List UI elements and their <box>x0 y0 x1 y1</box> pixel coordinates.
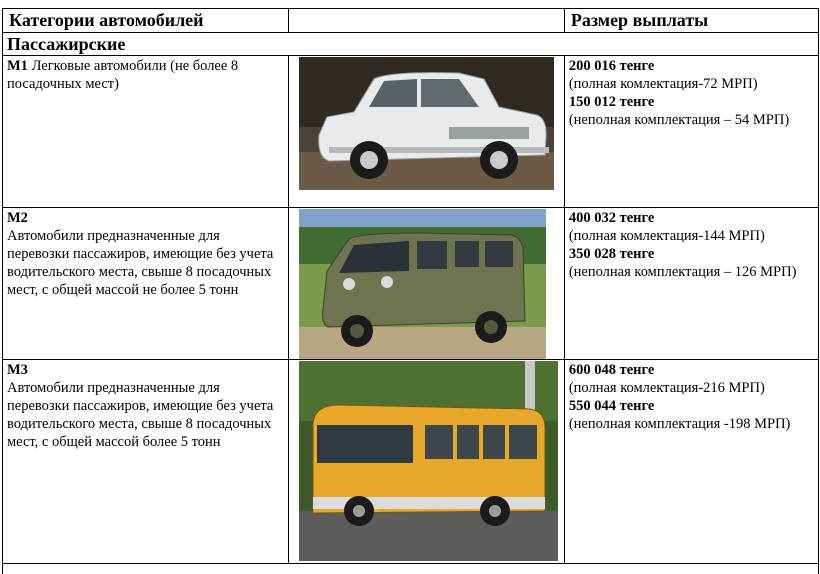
category-code: M3 <box>7 362 28 378</box>
yellow-bus-photo <box>299 361 558 561</box>
partial-note: (неполная комплектация – 126 МРП) <box>569 263 814 281</box>
partial-amount: 550 044 тенге <box>569 397 814 415</box>
payment-cell <box>564 360 818 564</box>
category-description: Легковые автомобили (не более 8 посадочных мест) <box>7 58 238 92</box>
category-description: Автомобили предназначенные для перевозки пассажиров, имеющие без учета водительского места, свыше 8 посадочных мест, с общей массой более 5 тонн <box>7 380 273 450</box>
table-tail-cell <box>3 564 819 574</box>
category-description: Автомобили предназначенные для перевозки пассажиров, имеющие без учета водительского места, свыше 8 посадочных мест, с общей массой не более 5 тонн <box>7 228 273 298</box>
partial-note: (неполная комплектация – 54 МРП) <box>569 111 814 129</box>
table-row <box>3 56 819 208</box>
header-empty <box>289 9 565 33</box>
table-tail-row <box>3 564 819 574</box>
full-note: (полная комлектация-144 МРП) <box>569 227 814 245</box>
image-cell <box>289 56 565 208</box>
sedan-car-photo <box>299 57 554 190</box>
image-cell <box>289 208 565 360</box>
section-title: Пассажирские <box>3 33 819 56</box>
category-code: M2 <box>7 210 28 226</box>
partial-amount: 350 028 тенге <box>569 245 814 263</box>
section-row <box>3 33 819 56</box>
payment-table <box>2 8 819 574</box>
payment-cell <box>564 208 818 360</box>
partial-amount: 150 012 тенге <box>569 93 814 111</box>
partial-note: (неполная комплектация -198 МРП) <box>569 415 814 433</box>
minibus-van-photo <box>299 209 546 359</box>
category-code: M1 <box>7 58 28 74</box>
category-cell <box>3 208 289 360</box>
table-header-row <box>3 9 819 33</box>
full-amount: 400 032 тенге <box>569 209 814 227</box>
full-amount: 600 048 тенге <box>569 361 814 379</box>
table-row <box>3 360 819 564</box>
full-note: (полная комлектация-216 МРП) <box>569 379 814 397</box>
image-cell <box>289 360 565 564</box>
category-cell <box>3 56 289 208</box>
header-payment: Размер выплаты <box>564 9 818 33</box>
table-row <box>3 208 819 360</box>
full-amount: 200 016 тенге <box>569 57 814 75</box>
payment-cell <box>564 56 818 208</box>
category-cell <box>3 360 289 564</box>
header-category: Категории автомобилей <box>3 9 289 33</box>
full-note: (полная комлектация-72 МРП) <box>569 75 814 93</box>
